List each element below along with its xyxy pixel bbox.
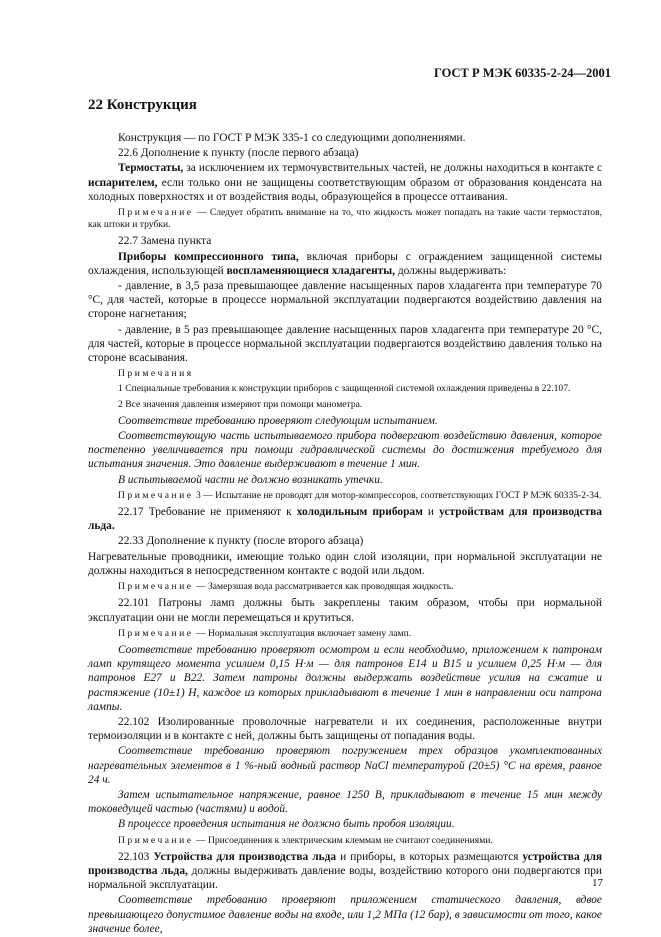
test-text-6: Затем испытательное напряжение, равное 1250 В, прикладывают в течение 15 мин между токоведущей частью (частями) и водой.: [88, 788, 602, 816]
page-number: 17: [592, 877, 603, 889]
test-text-2: Соответствующую часть испытываемого прибора подвергают воздействию давления, которое постепенно увеличивается при помощи гидравлической системы до достижения требуемого для испытания значения. Это давление выдерживают в течение 1 мин.: [88, 430, 602, 471]
intro-paragraph: Конструкция — по ГОСТ Р МЭК 335-1 со следующими дополнениями.: [118, 132, 466, 144]
note-b: 2 Все значения давления измеряют при помощи манометра.: [118, 398, 363, 410]
clause-22-102: 22.102 Изолированные проволочные нагреватели и их соединения, расположенные внутри термоизоляции и в контакте с ней, должны быть защищены от попадания воды.: [88, 715, 602, 743]
note-1: Примечание — Следует обратить внимание на то, что жидкость может попадать на такие части термостатов, как штоки и трубки.: [88, 207, 602, 231]
test-text-3: В испытываемой части не должно возникать утечки.: [118, 473, 383, 486]
note-a: 1 Специальные требования к конструкции приборов с защищенной системой охлаждения приведены в 22.107.: [118, 383, 571, 395]
clause-22-33-text: Нагревательные проводники, имеющие только один слой изоляции, при нормальной эксплуатации не должны находиться в непосредственном контакте с водой или льдом.: [88, 550, 602, 577]
clause-22-33-heading: 22.33 Дополнение к пункту (после второго абзаца): [118, 535, 364, 548]
test-text-4: Соответствие требованию проверяют осмотром и если необходимо, приложением к патронам ламп крутящего момента усилием 0,15 Н·м — для патронов Е14 и В15 и усилием 0,25 Н·м — для патронов Е27 и В22. Затем патроны должны выдержать воздействие усилия на сжатие и растяжение (10±1) Н, каждое из которых прикладывают в течение 1 мин в направлении оси патрона лампы.: [88, 643, 602, 713]
clause-22-7-heading: 22.7 Замена пункта: [118, 235, 212, 248]
test-text-8: Соответствие требованию проверяют приложением статического давления, вдвое превышающего допустимое давление воды на входе, или 1,2 МПа (12 бар), в зависимости от того, какое значение более,: [88, 894, 602, 935]
pressure-item-2: - давление, в 5 раз превышающее давление насыщенных паров хладагента при температуре 20 °С, для частей, которые в процессе нормальной эксплуатации подвергаются воздействию давления только на стороне всасывания.: [88, 323, 602, 365]
test-text-5: Соответствие требованию проверяют погружением трех образцов укомплектованных нагревательных элементов в 1 %-ный водный раствор NaCl температурой (20±5) °С на время, равное 24 ч.: [88, 745, 602, 786]
test-text-7: В процессе проведения испытания не должно быть пробоя изоляции.: [118, 818, 455, 831]
document-header: ГОСТ Р МЭК 60335-2-24—2001: [433, 66, 611, 80]
clause-22-17: 22.17 Требование не применяют к холодильным приборам и устройствам для производства льда.: [88, 506, 602, 533]
note-3: Примечание 3 — Испытание не проводят для мотор-компрессоров, соответствующих ГОСТ Р МЭК 60335-2-34.: [118, 489, 602, 501]
notes-label: Примечания: [118, 368, 194, 380]
clause-22-7-text: Приборы компрессионного типа, включая приборы с ограждением защищенной системы охлаждения, использующей воспламеняющиеся хладагенты, должны выдерживать:: [88, 250, 602, 277]
pressure-item-1: - давление, в 3,5 раза превышающее давление насыщенных паров хладагента при температуре 70 °С, для частей, которые в процессе нормальной эксплуатации подвергаются воздействию давления на стороне нагнетания;: [88, 280, 602, 321]
clause-22-101: 22.101 Патроны ламп должны быть закреплены таким образом, чтобы при нормальной эксплуатации они не могли перемещаться и крутиться.: [88, 597, 602, 624]
note-6: Примечание — Присоединения к электрическим клеммам не считают соединениями.: [118, 834, 493, 846]
section-title: 22 Конструкция: [88, 97, 197, 113]
clause-22-6-text: Термостаты, за исключением их термочувствительных частей, не должны находиться в контакте с испарителем, если только они не защищены соответствующим образом от образования конденсата на холодных поверхностях и от воздействия воды, образующейся в процессе оттаивания.: [88, 162, 602, 203]
note-5: Примечание — Нормальная эксплуатация включает замену ламп.: [118, 627, 412, 639]
clause-22-6-heading: 22.6 Дополнение к пункту (после первого абзаца): [118, 147, 359, 160]
clause-22-103: 22.103 Устройства для производства льда и приборы, в которых размещаются устройства для производства льда, должны выдерживать давление воды, воздействию которого они подвергаются при нормальной эксплуатации.: [88, 850, 603, 892]
test-text-1: Соответствие требованию проверяют следующим испытанием.: [118, 414, 438, 427]
document-body: [88, 131, 602, 937]
note-4: Примечание — Замерзшая вода рассматривается как проводящая жидкость.: [118, 581, 454, 593]
